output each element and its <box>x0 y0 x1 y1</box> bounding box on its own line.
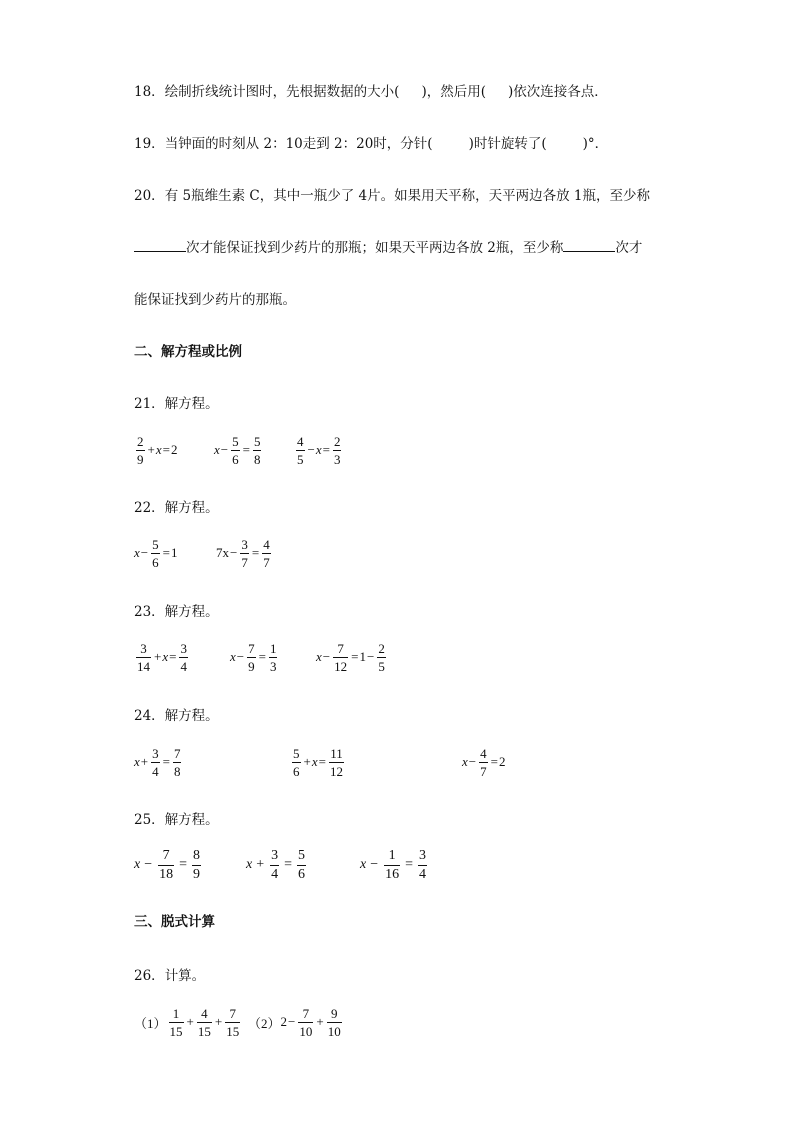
equation <box>134 533 177 573</box>
fraction <box>292 747 301 778</box>
equation <box>134 742 183 782</box>
equation <box>462 742 505 782</box>
denominator: 8 <box>253 451 261 467</box>
variable: x <box>162 649 169 664</box>
math-symbol: = <box>258 649 266 664</box>
denominator: 6 <box>298 866 306 882</box>
instruction: 计算。 <box>164 968 206 984</box>
numerator: 4 <box>297 433 304 449</box>
denominator: 18 <box>159 866 174 882</box>
math-symbol: − <box>366 649 375 664</box>
fraction <box>333 642 348 673</box>
math-symbol: 1 <box>170 545 178 560</box>
question-number: 22． <box>134 500 165 516</box>
question-text: )，然后用( <box>421 84 487 100</box>
numerator: 5 <box>232 433 239 449</box>
question-number: 23． <box>134 604 165 620</box>
equation <box>360 845 429 885</box>
equation <box>134 637 190 677</box>
instruction: 解方程。 <box>164 396 219 412</box>
variable: x <box>134 857 141 872</box>
math-symbol: + <box>154 649 162 664</box>
question-number: 18． <box>134 84 165 100</box>
numerator: 1 <box>269 640 277 656</box>
denominator: 5 <box>378 658 385 674</box>
fraction <box>136 435 145 466</box>
math-symbol: − <box>370 857 379 872</box>
math-symbol: 1 <box>359 649 366 664</box>
numerator: 3 <box>271 847 279 863</box>
equation <box>294 430 343 470</box>
denominator: 8 <box>173 763 181 779</box>
numerator: 7 <box>248 640 255 656</box>
numerator: 4 <box>263 536 270 552</box>
fraction <box>253 435 262 466</box>
question-24 <box>134 704 219 724</box>
numerator: 5 <box>298 847 306 863</box>
section-heading: 二、解方程或比例 <box>134 344 242 360</box>
variable: x <box>315 442 322 457</box>
denominator: 6 <box>152 554 159 570</box>
variable: x <box>246 857 253 872</box>
denominator: 12 <box>334 658 348 674</box>
expression-2 <box>248 1002 344 1042</box>
fraction <box>197 1007 212 1038</box>
variable: x <box>316 649 322 664</box>
math-symbol: 7x <box>216 545 229 560</box>
fraction <box>270 849 279 882</box>
fraction <box>418 849 427 882</box>
answer-blank[interactable] <box>563 239 615 252</box>
instruction: 解方程。 <box>164 604 219 620</box>
question-text: )时针旋转了( <box>468 136 547 152</box>
numerator: 2 <box>137 433 144 449</box>
question-text: 当钟面的时刻从 2：10走到 2：20时，分针( <box>164 136 433 152</box>
fraction <box>240 538 249 569</box>
numerator: 5 <box>253 433 261 449</box>
numerator: 1 <box>388 847 396 863</box>
question-text: 能保证找到少药片的那瓶。 <box>134 292 296 308</box>
question-18 <box>134 80 608 100</box>
math-symbol: = <box>284 857 293 872</box>
math-symbol: = <box>162 545 170 560</box>
denominator: 10 <box>327 1023 341 1039</box>
question-text: )依次连接各点． <box>508 84 608 100</box>
fraction <box>136 642 151 673</box>
fraction <box>333 435 342 466</box>
denominator: 9 <box>193 866 201 882</box>
numerator: 7 <box>173 745 181 761</box>
fraction <box>179 642 188 673</box>
denominator: 14 <box>137 658 150 674</box>
math-symbol: = <box>490 754 498 769</box>
variable: x <box>230 649 236 664</box>
question-text: 绘制折线统计图时，先根据数据的大小( <box>164 84 400 100</box>
numerator: 3 <box>419 847 427 863</box>
math-symbol: − <box>468 754 477 769</box>
denominator: 7 <box>263 554 270 570</box>
question-text: 次才 <box>615 240 643 256</box>
fraction <box>479 747 488 778</box>
denominator: 4 <box>180 658 187 674</box>
numerator: 4 <box>480 745 487 761</box>
question-text: )°． <box>582 136 609 152</box>
denominator: 7 <box>241 554 248 570</box>
fraction <box>297 849 306 882</box>
math-symbol: − <box>220 442 229 457</box>
question-19 <box>134 132 608 152</box>
fraction <box>158 849 174 882</box>
numerator: 7 <box>162 847 170 863</box>
question-number: 26． <box>134 968 165 984</box>
math-symbol: = <box>318 754 326 769</box>
equation <box>316 637 388 677</box>
numerator: 7 <box>229 1005 236 1021</box>
numerator: 7 <box>302 1005 310 1021</box>
math-symbol: − <box>322 649 331 664</box>
math-symbol: = <box>251 545 260 560</box>
fraction <box>269 642 278 673</box>
numerator: 3 <box>140 640 147 656</box>
denominator: 15 <box>169 1023 183 1039</box>
answer-blank[interactable] <box>134 239 186 252</box>
numerator: 2 <box>378 640 385 656</box>
math-symbol: = <box>242 442 250 457</box>
math-symbol: = <box>351 649 359 664</box>
math-symbol: 2 <box>498 754 506 769</box>
math-symbol: + <box>303 754 311 769</box>
denominator: 4 <box>419 866 427 882</box>
math-symbol: − <box>140 545 149 560</box>
variable: x <box>360 857 367 872</box>
denominator: 9 <box>248 658 255 674</box>
math-symbol: + <box>140 754 149 769</box>
equation <box>216 533 273 573</box>
question-number: 25． <box>134 812 165 828</box>
fraction <box>384 849 400 882</box>
question-number: 21． <box>134 396 165 412</box>
numerator: 4 <box>201 1005 208 1021</box>
numerator: 3 <box>241 536 248 552</box>
instruction: 解方程。 <box>164 812 219 828</box>
fraction <box>262 538 271 569</box>
denominator: 5 <box>297 451 304 467</box>
numerator: 3 <box>180 640 187 656</box>
numerator: 11 <box>330 745 343 761</box>
denominator: 9 <box>137 451 144 467</box>
math-symbol: + <box>214 1014 223 1029</box>
variable: x <box>134 754 140 769</box>
equation <box>134 430 177 470</box>
numerator: 9 <box>330 1005 338 1021</box>
question-25 <box>134 808 219 828</box>
math-symbol: − <box>236 649 245 664</box>
numerator: 5 <box>152 536 159 552</box>
math-symbol: − <box>144 857 153 872</box>
denominator: 3 <box>333 451 341 467</box>
variable: x <box>155 442 162 457</box>
fraction <box>173 747 182 778</box>
instruction: 解方程。 <box>164 500 219 516</box>
instruction: 解方程。 <box>164 708 219 724</box>
numerator: 2 <box>333 433 341 449</box>
fraction <box>192 849 201 882</box>
fraction <box>296 435 305 466</box>
part-label: （2） <box>248 1015 281 1031</box>
part-label: （1） <box>134 1015 167 1031</box>
denominator: 6 <box>232 451 239 467</box>
math-symbol: 2 <box>280 1014 288 1029</box>
fraction <box>329 747 344 778</box>
denominator: 15 <box>226 1023 240 1039</box>
question-text: 次才能保证找到少药片的那瓶；如果天平两边各放 2瓶，至少称 <box>186 240 564 256</box>
denominator: 10 <box>299 1023 313 1039</box>
denominator: 15 <box>197 1023 211 1039</box>
fraction <box>298 1007 313 1038</box>
denominator: 16 <box>385 866 400 882</box>
fraction <box>169 1007 184 1038</box>
math-symbol: − <box>307 442 315 457</box>
equation <box>134 845 203 885</box>
section-heading: 三、脱式计算 <box>134 914 215 930</box>
denominator: 7 <box>480 763 487 779</box>
equation <box>214 430 263 470</box>
math-symbol: = <box>162 754 170 769</box>
question-number: 24． <box>134 708 165 724</box>
numerator: 5 <box>293 745 300 761</box>
question-21 <box>134 392 219 412</box>
question-20 <box>134 184 650 204</box>
question-26 <box>134 964 205 984</box>
math-symbol: + <box>147 442 155 457</box>
denominator: 4 <box>152 763 159 779</box>
denominator: 12 <box>329 763 343 779</box>
math-symbol: = <box>162 442 170 457</box>
denominator: 6 <box>293 763 300 779</box>
variable: x <box>462 754 468 769</box>
equation <box>230 637 279 677</box>
question-20-line-3 <box>134 288 296 308</box>
math-symbol: 2 <box>170 442 178 457</box>
variable: x <box>214 442 220 457</box>
fraction <box>151 538 160 569</box>
math-symbol: = <box>405 857 414 872</box>
math-symbol: − <box>288 1014 296 1029</box>
fraction <box>247 642 256 673</box>
denominator: 4 <box>271 866 279 882</box>
math-symbol: + <box>316 1014 324 1029</box>
math-symbol: = <box>322 442 330 457</box>
question-number: 19． <box>134 136 165 152</box>
equation <box>290 742 346 782</box>
variable: x <box>134 545 140 560</box>
math-symbol: = <box>169 649 177 664</box>
expression-1 <box>134 1002 242 1042</box>
fraction <box>327 1007 342 1038</box>
numerator: 1 <box>172 1005 180 1021</box>
fraction <box>151 747 160 778</box>
question-23 <box>134 600 219 620</box>
question-text: 有 5瓶维生素 C，其中一瓶少了 4片。如果用天平称，天平两边各放 1瓶，至少称 <box>164 188 650 204</box>
math-symbol: + <box>256 857 265 872</box>
math-symbol: = <box>179 857 188 872</box>
variable: x <box>311 754 318 769</box>
math-symbol: + <box>186 1014 194 1029</box>
denominator: 3 <box>269 658 277 674</box>
equation <box>246 845 308 885</box>
question-20-line-2 <box>134 236 642 256</box>
question-number: 20． <box>134 188 165 204</box>
fraction <box>231 435 240 466</box>
question-22 <box>134 496 219 516</box>
numerator: 8 <box>193 847 201 863</box>
numerator: 3 <box>152 745 159 761</box>
fraction <box>377 642 386 673</box>
fraction <box>225 1007 240 1038</box>
math-symbol: − <box>230 545 238 560</box>
numerator: 7 <box>337 640 344 656</box>
